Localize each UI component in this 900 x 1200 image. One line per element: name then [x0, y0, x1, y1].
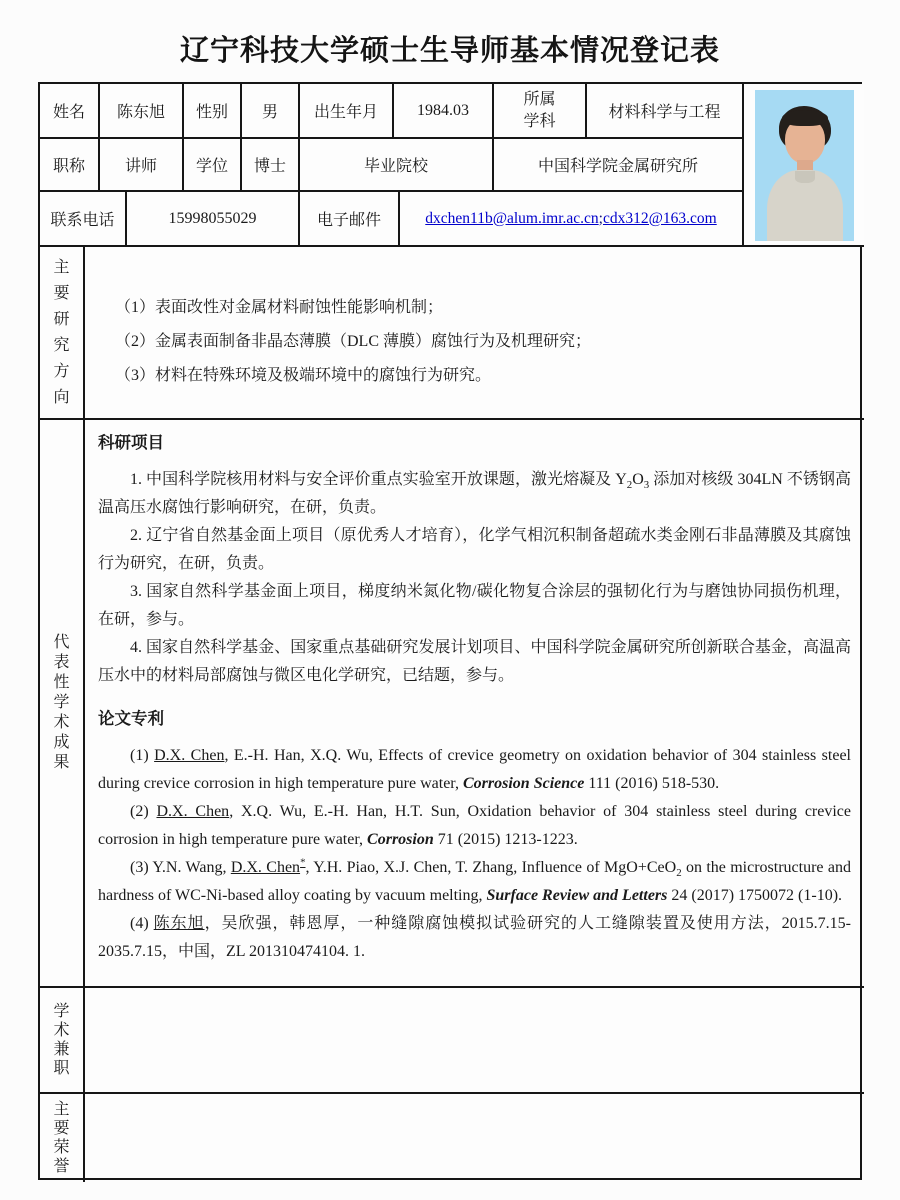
email-separator: ;	[598, 209, 603, 227]
email-link-secondary[interactable]: cdx312@163.com	[602, 209, 717, 227]
paragraph: 1. 中国科学院核用材料与安全评价重点实验室开放课题，激光熔凝及 $Y_2O_3$ 添加对核级 304LN 不锈钢高温高压水腐蚀行影响研究，在研，负责。	[98, 471, 851, 516]
email-value	[400, 192, 744, 247]
honors-label: 主 要 荣 誉	[40, 1094, 85, 1182]
school-value: 中国科学院金属研究所	[494, 139, 744, 192]
birthdate-value: 1984.03	[394, 84, 494, 139]
paragraph: (3) Y.N. Wang, D.X. Chen*, Y.H. Piao, X.J. Chen, T. Zhang, Influence of MgO+CeO$_2$ on the microstructure and hardness of WC-Ni-based alloy coating by vacuum melting, Surface Review and Letters 24 (2017) 1750072 (1-10).	[98, 856, 851, 904]
paragraph: (1) D.X. Chen, E.-H. Han, X.Q. Wu, Effects of crevice geometry on oxidation behavior of 304 stainless steel during crevice corrosion in high temperature pure water, Corrosion Science 111 (2016) 518-530.	[98, 747, 852, 792]
achievements-content	[85, 420, 864, 988]
name-value: 陈东旭	[100, 84, 184, 139]
paragraph: 4. 国家自然科学基金、国家重点基础研究发展计划项目、中国科学院金属研究所创新联合基金，高温高压水中的材料局部腐蚀与微区电化学研究，已结题，参与。	[98, 639, 851, 684]
gender-value: 男	[242, 84, 300, 139]
projects-list	[98, 466, 851, 690]
positions-label: 学 术 兼 职	[40, 988, 85, 1094]
job-title-value: 讲师	[100, 139, 184, 192]
photo-cell	[744, 84, 864, 247]
positions-content	[85, 988, 864, 1094]
paragraph: (4) 陈东旭，吴欣强，韩恩厚，一种缝隙腐蚀模拟试验研究的人工缝隙装置及使用方法，2015.7.15-2035.7.15，中国，ZL 201310474104. 1.	[98, 915, 851, 960]
research-item-2: （2）金属表面制备非晶态薄膜（DLC 薄膜）腐蚀行为及机理研究；	[115, 333, 592, 350]
paragraph: 2. 辽宁省自然基金面上项目（原优秀人才培育），化学气相沉积制备超疏水类金刚石非晶薄膜及其腐蚀行为研究，在研，负责。	[98, 527, 851, 572]
papers-list	[98, 742, 851, 966]
photo-person-fringe	[782, 110, 828, 126]
page-title: 辽宁科技大学硕士生导师基本情况登记表	[179, 35, 720, 67]
degree-value: 博士	[242, 139, 300, 192]
name-label: 姓名	[40, 84, 100, 139]
job-title-label: 职称	[40, 139, 100, 192]
projects-heading: 科研项目	[98, 433, 164, 452]
birthdate-label: 出生年月	[300, 84, 394, 139]
research-item-3: （3）材料在特殊环境及极端环境中的腐蚀行为研究。	[115, 367, 492, 384]
phone-value: 15998055029	[127, 192, 300, 247]
form-table	[38, 82, 862, 1180]
degree-label: 学位	[184, 139, 242, 192]
discipline-label: 所属 学科	[494, 84, 587, 139]
honors-content	[85, 1094, 864, 1182]
paragraph: 3. 国家自然科学基金面上项目，梯度纳米氮化物/碳化物复合涂层的强韧化行为与磨蚀协同损伤机理，在研，参与。	[98, 583, 851, 628]
discipline-value: 材料科学与工程	[587, 84, 744, 139]
email-link-primary[interactable]: dxchen11b@alum.imr.ac.cn	[425, 209, 599, 227]
photo-person-collar	[795, 171, 815, 183]
research-directions-label: 主 要 研 究 方 向	[40, 247, 85, 420]
email-label: 电子邮件	[300, 192, 400, 247]
school-label: 毕业院校	[300, 139, 494, 192]
papers-heading: 论文专利	[98, 709, 164, 728]
paragraph: (2) D.X. Chen, X.Q. Wu, E.-H. Han, H.T. Sun, Oxidation behavior of 304 stainless steel during crevice corrosion in high temperature pure water, Corrosion 71 (2015) 1213-1223.	[98, 803, 852, 848]
research-item-1: （1）表面改性对金属材料耐蚀性能影响机制；	[115, 299, 444, 316]
id-photo	[755, 90, 854, 241]
phone-label: 联系电话	[40, 192, 127, 247]
achievements-label: 代 表 性 学 术 成 果	[40, 420, 85, 988]
research-directions-content	[85, 247, 864, 420]
gender-label: 性别	[184, 84, 242, 139]
